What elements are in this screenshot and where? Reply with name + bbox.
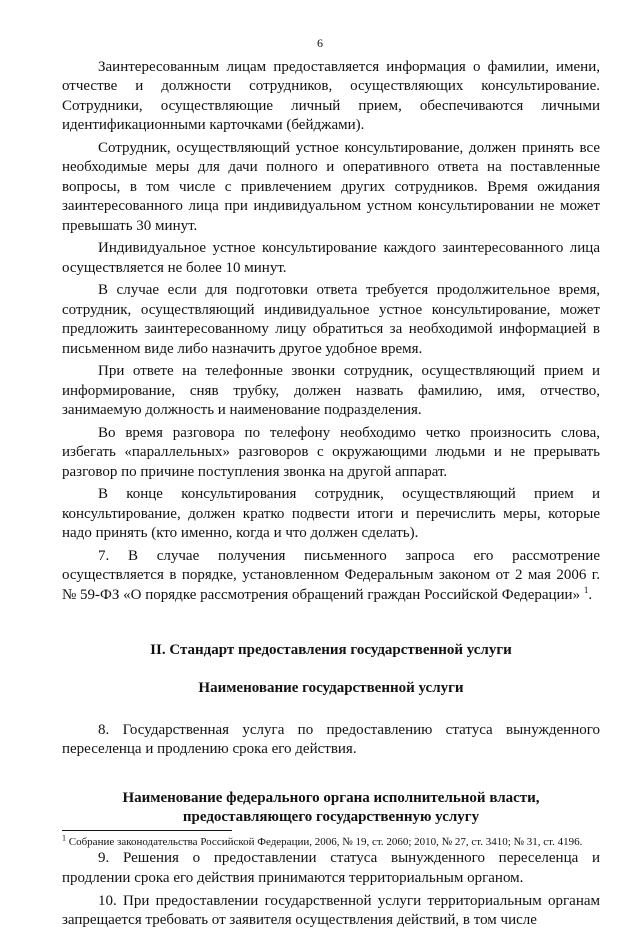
paragraph-8: 8. Государственная услуга по предоставлению статуса вынужденного переселенца и продлению срока его действия. [62,721,600,758]
paragraph: В конце консультирования сотрудник, осуществляющий прием и консультирование, должен кратко подвести итоги и перечислить меры, которые надо принять (кто именно, когда и что должен сделать). [62,486,600,542]
footnote-marker: 1 [62,833,66,843]
subheading-federal-body-line2: предоставляющего государственную услугу [182,809,480,826]
paragraph: Индивидуальное устное консультирование каждого заинтересованного лица осуществляется не более 10 минут. [62,240,600,276]
subheading-federal-body-line1: Наименование федерального органа исполнительной власти, [122,789,540,806]
document-body [62,58,600,934]
paragraph-9: 9. Решения о предоставлении статуса вынужденного переселенца и продлении срока его действия принимаются территориальным органом. [62,850,600,886]
section-heading: II. Стандарт предоставления государственной услуги [150,642,512,659]
footnote-divider [62,830,232,831]
page-number: 6 [317,36,323,50]
subheading-federal-body [62,789,600,828]
footnote-text: Собрание законодательства Российской Федерации, 2006, № 19, ст. 2060; 2010, № 27, ст. 3410; № 31, ст. 4196. [66,836,583,848]
paragraph-7-text: 7. В случае получения письменного запроса его рассмотрение осуществляется в порядке, установленном Федеральным законом от 2 мая 2006 г. № 59-ФЗ «О порядке рассмотрения обращений граждан Российской Федерации» [62,547,600,603]
paragraph: Заинтересованным лицам предоставляется информация о фамилии, имени, отчестве и должности сотрудников, осуществляющих консультирование. Сотрудники, осуществляющие личный прием, обеспечиваются личными идентификационными карточками (бейджами). [62,59,600,134]
paragraph: При ответе на телефонные звонки сотрудник, осуществляющий прием и информирование, сняв трубку, должен назвать фамилию, имя, отчество, занимаемую должность и наименование подразделения. [62,363,600,419]
paragraph: В случае если для подготовки ответа требуется продолжительное время, сотрудник, осуществляющий индивидуальное устное консультирование, может предложить заинтересованному лицу обратиться за необходимой информацией в письменном виде либо назначить другое удобное время. [62,282,600,357]
paragraph-10: 10. При предоставлении государственной услуги территориальным органам запрещается требовать от заявителя осуществления действий, в том числе [62,892,600,928]
paragraph-7: 7. В случае получения письменного запроса его рассмотрение осуществляется в порядке, установленном Федеральным законом от 2 мая 2006 г. № 59-ФЗ «О порядке рассмотрения обращений граждан Российской Федерации» $^1$. [62,547,600,603]
subheading-service-name: Наименование государственной услуги [198,680,464,697]
footnote-reference: 1 [583,584,589,595]
paragraph: Во время разговора по телефону необходимо четко произносить слова, избегать «параллельных» разговоров с окружающими людьми и не прерывать разговор по причине поступления звонка на другой аппарат. [62,424,600,480]
footnote [62,835,602,849]
paragraph: Сотрудник, осуществляющий устное консультирование, должен принять все необходимые меры для дачи полного и оперативного ответа на поставленные вопросы, в том числе с привлечением других сотрудников. Время ожидания заинтересованного лица при индивидуальном устном консультировании не может превышать 30 минут. [62,139,600,234]
